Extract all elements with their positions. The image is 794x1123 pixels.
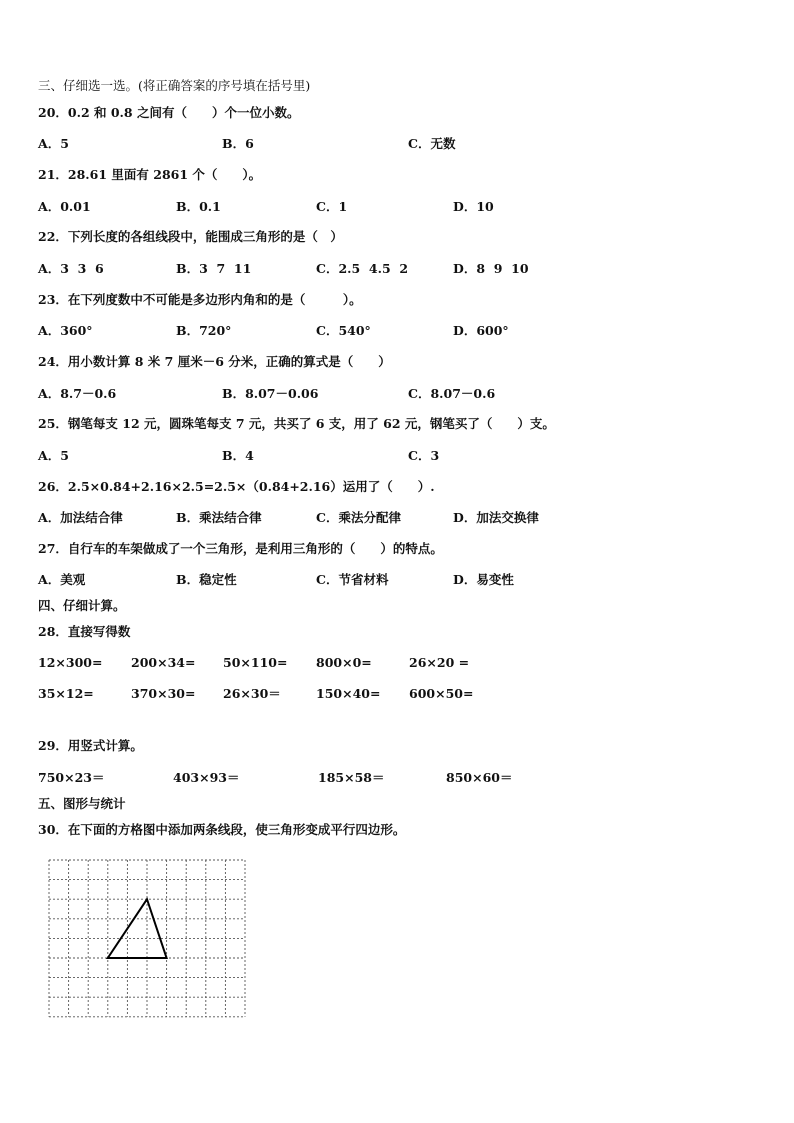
triangle-shape	[108, 899, 167, 958]
question-27-option-a: A．美观	[38, 572, 86, 587]
question-22-option-b: B．3 7 11	[176, 261, 252, 276]
question-25-stem: 25．钢笔每支 12 元，圆珠笔每支 7 元，共买了 6 支，用了 62 元，钢笔买了（ ）支。	[38, 416, 555, 431]
question-20-option-a: A．5	[38, 136, 69, 151]
section-4-title: 四、仔细计算。	[38, 598, 126, 613]
question-21-option-d: D．10	[453, 199, 494, 214]
question-23-option-d: D．600°	[453, 323, 509, 338]
question-20-stem: 20．0.2 和 0.8 之间有（ ）个一位小数。	[38, 105, 300, 120]
section-5-title: 五、图形与统计	[38, 796, 126, 811]
calc-28-r2-c4: 150×40=	[316, 686, 381, 701]
question-24-option-a: A．8.7－0.6	[38, 386, 117, 401]
question-25-option-c: C．3	[408, 448, 440, 463]
question-21-option-a: A．0.01	[38, 199, 91, 214]
calc-29-item-2: 403×93＝	[173, 770, 240, 785]
question-28-stem: 28．直接写得数	[38, 624, 131, 639]
question-25-option-b: B．4	[222, 448, 254, 463]
question-21-option-c: C．1	[316, 199, 348, 214]
question-29-stem: 29．用竖式计算。	[38, 738, 143, 753]
question-24-option-c: C．8.07－0.6	[408, 386, 496, 401]
calc-28-r1-c5: 26×20 =	[409, 655, 470, 670]
question-22-stem: 22．下列长度的各组线段中，能围成三角形的是（ ）	[38, 229, 343, 244]
question-21-option-b: B．0.1	[176, 199, 221, 214]
question-27-option-d: D．易变性	[453, 572, 514, 587]
question-27-option-c: C．节省材料	[316, 572, 389, 587]
calc-28-r1-c4: 800×0=	[316, 655, 372, 670]
question-25-option-a: A．5	[38, 448, 69, 463]
calc-28-r2-c1: 35×12=	[38, 686, 94, 701]
grid-svg	[45, 856, 247, 1020]
question-26-stem: 26．2.5×0.84+2.16×2.5=2.5×（0.84+2.16）运用了（ ）.	[38, 479, 435, 494]
calc-29-item-3: 185×58＝	[318, 770, 385, 785]
question-23-stem: 23．在下列度数中不可能是多边形内角和的是（ ）。	[38, 292, 362, 307]
question-26-option-b: B．乘法结合律	[176, 510, 262, 525]
question-22-option-a: A．3 3 6	[38, 261, 104, 276]
question-21-stem: 21．28.61 里面有 2861 个（ ）。	[38, 167, 262, 182]
calc-29-item-4: 850×60＝	[446, 770, 513, 785]
question-30-stem: 30．在下面的方格图中添加两条线段，使三角形变成平行四边形。	[38, 822, 406, 837]
calc-29-item-1: 750×23＝	[38, 770, 105, 785]
question-20-option-b: B．6	[222, 136, 254, 151]
question-22-option-d: D．8 9 10	[453, 261, 529, 276]
question-24-stem: 24．用小数计算 8 米 7 厘米－6 分米，正确的算式是（ ）	[38, 354, 391, 369]
question-20-option-c: C．无数	[408, 136, 456, 151]
question-23-option-b: B．720°	[176, 323, 232, 338]
section-3-title: 三、仔细选一选。(将正确答案的序号填在括号里)	[38, 78, 311, 93]
question-27-stem: 27．自行车的车架做成了一个三角形，是利用三角形的（ ）的特点。	[38, 541, 443, 556]
question-22-option-c: C．2.5 4.5 2	[316, 261, 409, 276]
question-26-option-c: C．乘法分配律	[316, 510, 401, 525]
calc-28-r1-c2: 200×34=	[131, 655, 196, 670]
question-24-option-b: B．8.07－0.06	[222, 386, 319, 401]
question-23-option-a: A．360°	[38, 323, 93, 338]
calc-28-r1-c3: 50×110=	[223, 655, 288, 670]
calc-28-r1-c1: 12×300=	[38, 655, 103, 670]
question-27-option-b: B．稳定性	[176, 572, 237, 587]
grid-figure	[45, 856, 247, 1020]
calc-28-r2-c3: 26×30＝	[223, 686, 281, 701]
question-26-option-d: D．加法交换律	[453, 510, 539, 525]
calc-28-r2-c5: 600×50=	[409, 686, 474, 701]
calc-28-r2-c2: 370×30=	[131, 686, 196, 701]
question-23-option-c: C．540°	[316, 323, 371, 338]
question-26-option-a: A．加法结合律	[38, 510, 123, 525]
